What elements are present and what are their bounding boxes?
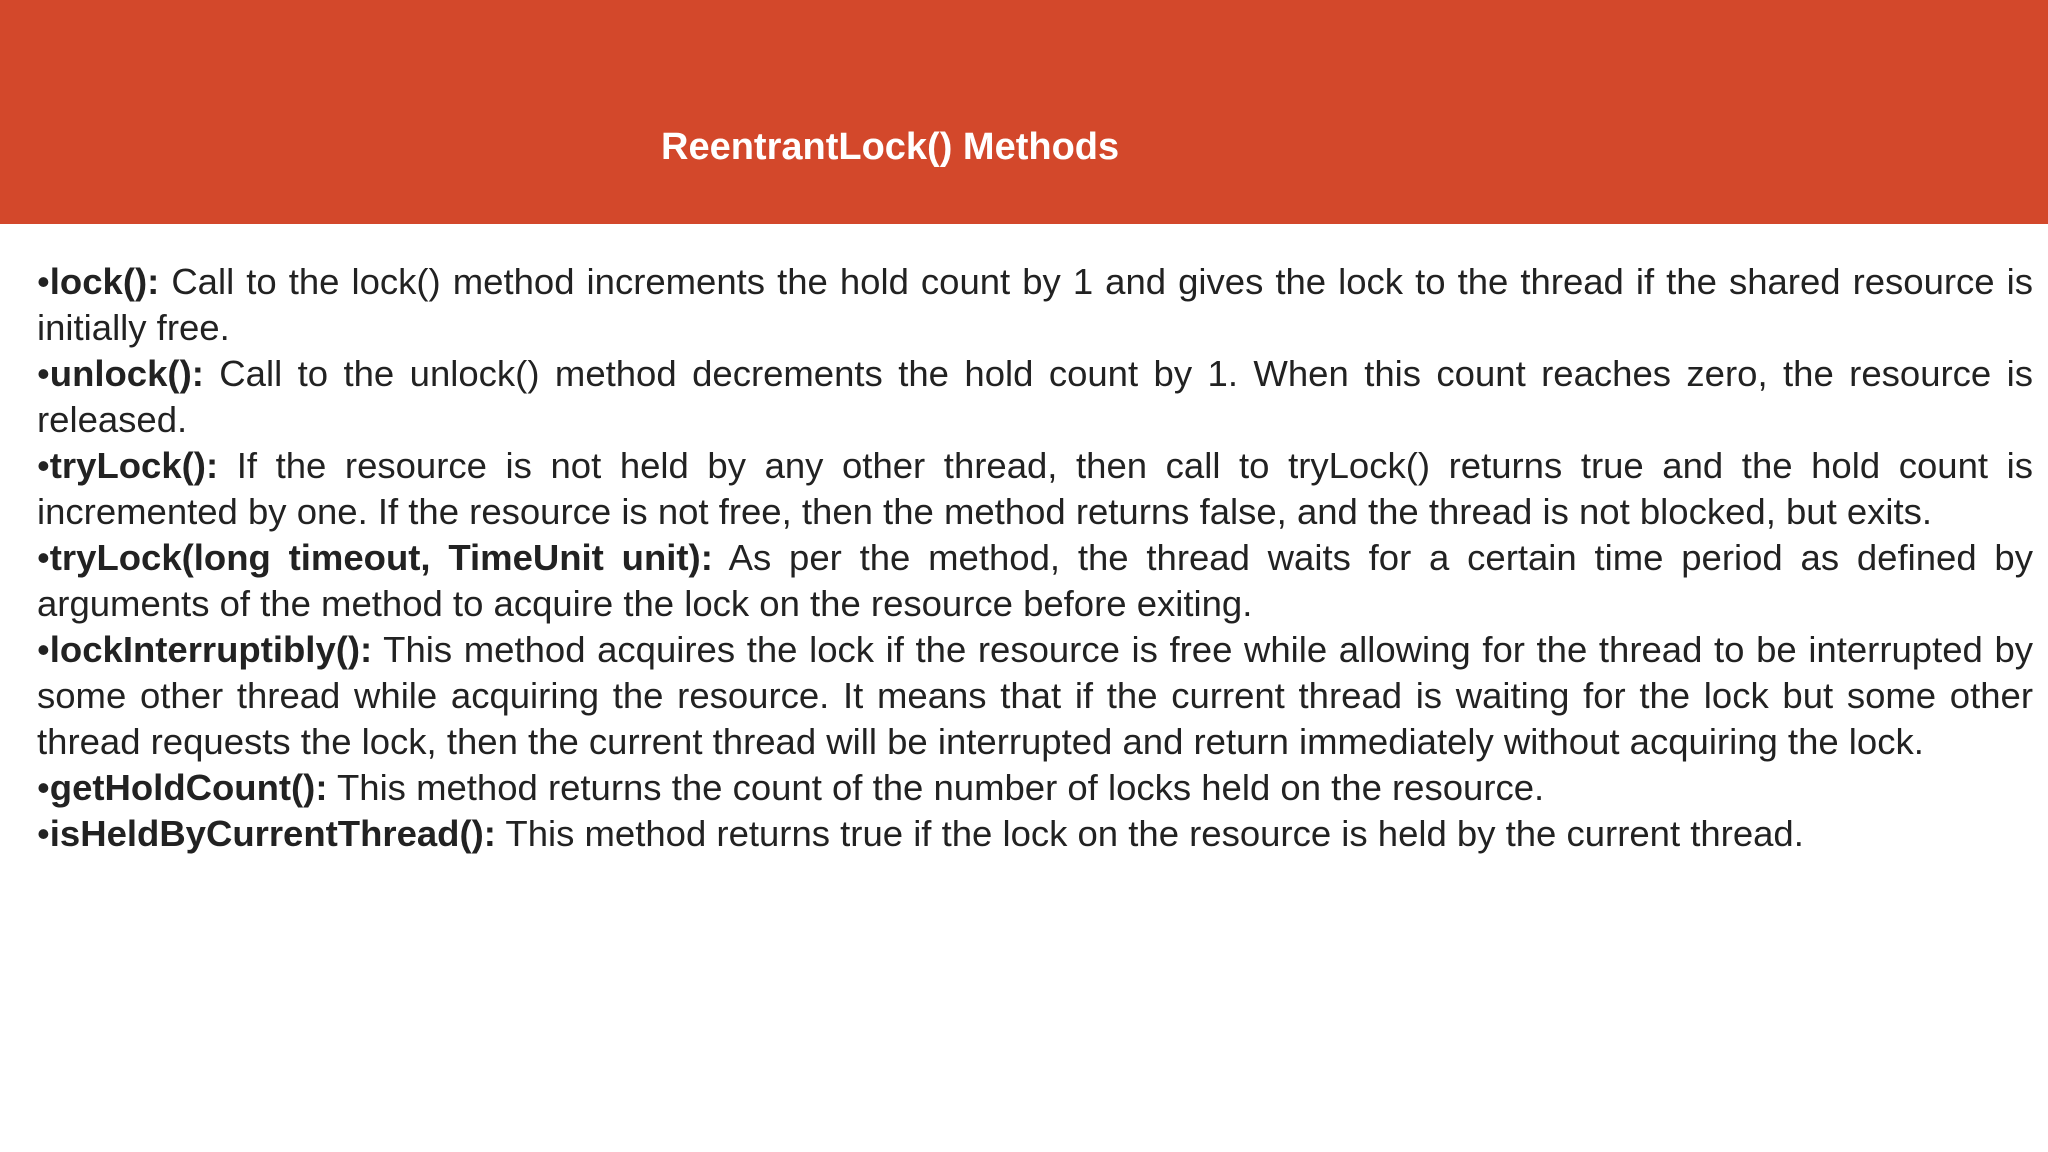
method-description: Call to the unlock() method decrements the hold count by 1. When this count reaches zero, the resource is released. xyxy=(37,353,2033,440)
method-term: getHoldCount(): xyxy=(49,767,328,808)
bullet: • xyxy=(37,813,50,854)
method-term: unlock(): xyxy=(49,353,204,394)
method-item-unlock xyxy=(37,351,2033,443)
method-description: This method acquires the lock if the resource is free while allowing for the thread to be interrupted by some other thread while acquiring the resource. It means that if the current thread is waiting for the lock but some other thread requests the lock, then the current thread will be interrupted and return immediately without acquiring the lock. xyxy=(37,629,2033,762)
method-item-getholdcount xyxy=(37,765,2033,811)
method-description: This method returns the count of the number of locks held on the resource. xyxy=(327,767,1545,808)
bullet: • xyxy=(37,629,50,670)
method-description: Call to the lock() method increments the hold count by 1 and gives the lock to the thread if the shared resource is initially free. xyxy=(37,261,2033,348)
method-term: tryLock(): xyxy=(49,445,219,486)
header-band xyxy=(0,0,2048,224)
method-term: lock(): xyxy=(49,261,160,302)
method-term: lockInterruptibly(): xyxy=(49,629,373,670)
method-list xyxy=(37,259,2033,857)
bullet: • xyxy=(37,261,50,302)
bullet: • xyxy=(37,353,50,394)
method-term: tryLock(long timeout, TimeUnit unit): xyxy=(49,537,713,578)
method-description: This method returns true if the lock on the resource is held by the current thread. xyxy=(495,813,1804,854)
method-item-lock xyxy=(37,259,2033,351)
slide-title: ReentrantLock() Methods xyxy=(661,126,1120,168)
method-item-lockinterruptibly xyxy=(37,627,2033,765)
bullet: • xyxy=(37,767,50,808)
bullet: • xyxy=(37,445,50,486)
method-description: If the resource is not held by any other thread, then call to tryLock() returns true and the hold count is incremented by one. If the resource is not free, then the method returns false, and the thread is not blocked, but exits. xyxy=(37,445,2033,532)
method-item-isheldbycurrentthread xyxy=(37,811,2033,857)
method-description: As per the method, the thread waits for a certain time period as defined by arguments of the method to acquire the lock on the resource before exiting. xyxy=(37,537,2033,624)
method-item-trylock xyxy=(37,443,2033,535)
bullet: • xyxy=(37,537,50,578)
method-term: isHeldByCurrentThread(): xyxy=(49,813,496,854)
method-item-trylock-timeout xyxy=(37,535,2033,627)
